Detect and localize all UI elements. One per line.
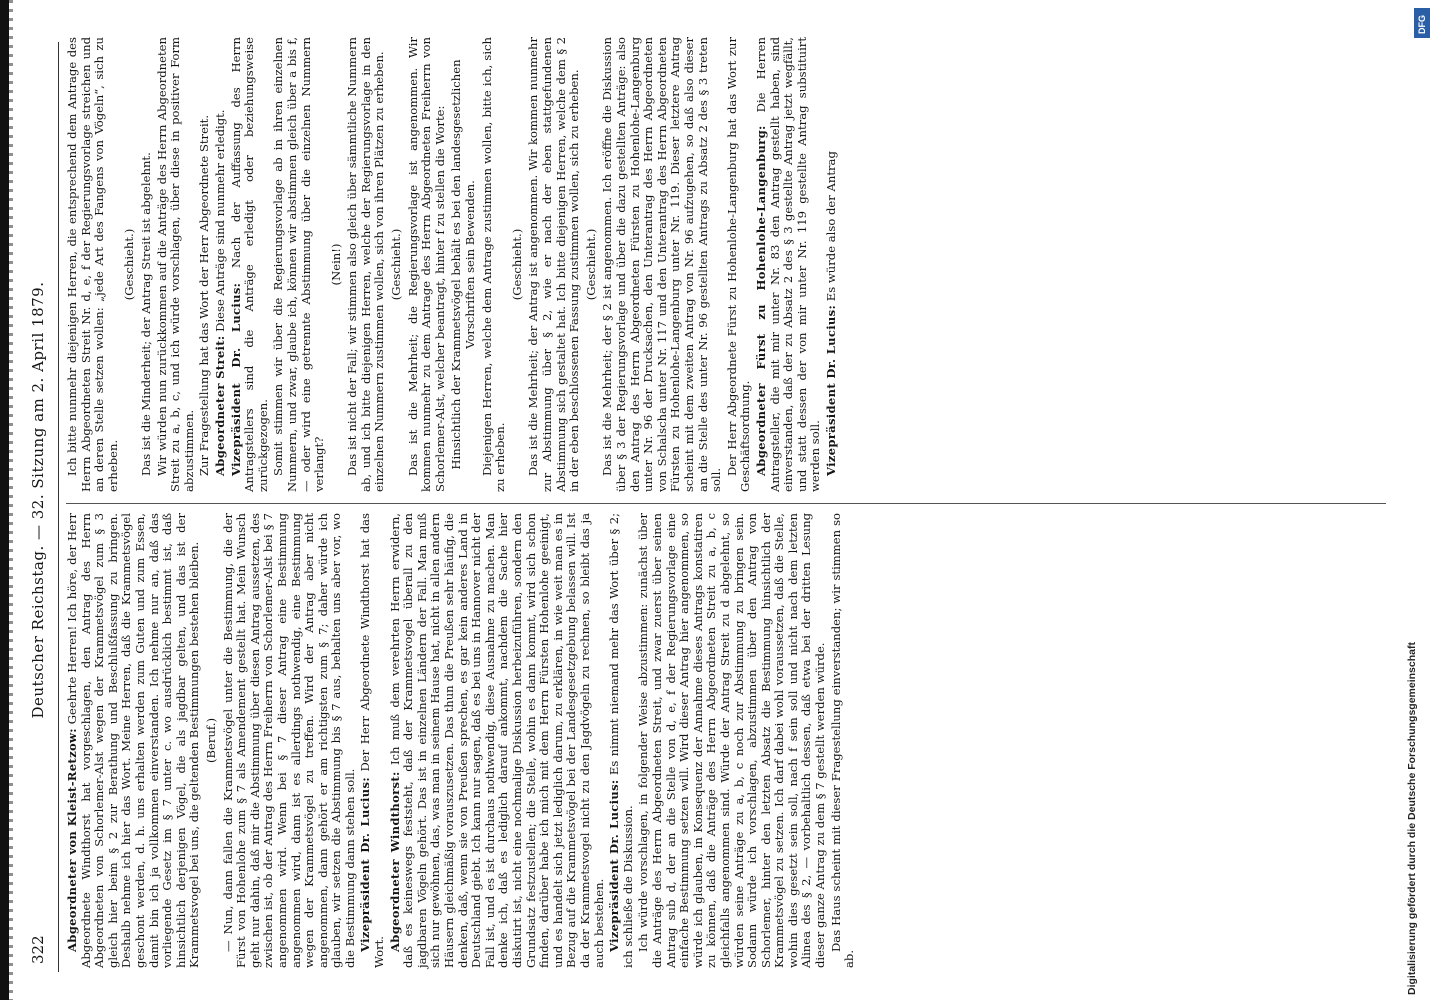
stage-direction: Hinsichtlich der Krammetsvögel behält es bei den landesgesetzlichen Vorschriften sein Bewenden.	[449, 59, 478, 470]
paragraph	[407, 37, 448, 492]
scan-border-noise	[9, 0, 13, 1000]
paragraph	[198, 37, 212, 492]
paragraph-text: Das ist die Minderheit; der Antrag Streit ist abgelehnt.	[138, 152, 153, 476]
paragraph-text: Ich bitte nunmehr diejenigen Herren, die entsprechend dem Antrage des Herrn Abgeordneten Streit Nr. d, e, f der Regierungsvorlage streichen und an deren Stelle setzen wollen: „jede Art des Fangens von Vögeln“, sich zu erheben.	[65, 37, 120, 492]
scan-border-left	[0, 0, 9, 1000]
paragraph	[156, 37, 197, 492]
stage-direction: (Geschieht.)	[583, 228, 598, 301]
text-column-left	[66, 513, 859, 968]
speaker-name: Vizepräsident Dr. Lucius:	[607, 779, 622, 952]
paragraph	[272, 37, 326, 492]
paragraph-text: Diese Anträge sind nunmehr erledigt.	[212, 109, 227, 336]
rotated-document-page	[20, 0, 1400, 1000]
paragraph-text: Nach der Auffassung des Herrn Antragstellers sind die Anträge erledigt oder beziehungsweise zurückgezogen.	[228, 37, 270, 492]
paragraph-text: — Nun, dann fallen die Krammetsvögel unter die Bestimmung, die der Fürst von Hohenlohe zum § 7 als Amendement gestellt hat. Mein Wunsch geht nur dahin, daß mir die Abstimmung über diesen Antrag aussetzen, des zwischen ist, ob der Antrag des Herrn Freiherrn von Schorlemer-Alst bei § 7 angenommen wird. Wenn bei § 7 dieser Antrag eine Bestimmung angenommen wird, dann ist es allerdings nothwendig, eine Bestimmung wegen der Krammetsvögel zu treffen. Wird der Antrag aber nicht angenommen, dann gehört er am richtigsten zum § 7; daher würde ich glauben, wir setzen die Abstimmung bis § 7 aus, behalten uns aber vor, wo die Bestimmung dann stehen soll.	[220, 513, 357, 968]
column-divider	[66, 503, 1386, 504]
speaker-name: Vizepräsident Dr. Lucius:	[228, 282, 243, 476]
paragraph-text: Die Herren Antragsteller, die mit mir unter Nr. 83 den Antrag gestellt haben, sind einverstanden, daß der zu Absatz 2 des § 3 gestellte Antrag jetzt wegfällt, und statt dessen der von mir unter Nr. 119 gestellte Antrag substituirt werden soll.	[753, 36, 823, 492]
running-head: Deutscher Reichstag. — 32. Sitzung am 2. April 1879.	[29, 281, 47, 719]
paragraph-text: Der Herr Abgeordnete Fürst zu Hohenlohe-Langenburg hat das Wort zur Geschäftsordnung.	[724, 37, 753, 492]
stage-direction: (Beruf.)	[203, 718, 218, 763]
paragraph-text: Es würde also der Antrag	[823, 151, 838, 305]
speaker-name: Abgeordneter Streit:	[212, 335, 227, 476]
paragraph	[601, 37, 723, 492]
dfg-logo-text: DFG	[1417, 15, 1427, 34]
paragraph-text: Wir würden nun zurückkommen auf die Anträge des Herrn Abgeordneten Streit zu a, b, c, und ich würde vorschlagen, über diese in positiver Form abzustimmen.	[154, 37, 196, 492]
paragraph-text: Das ist nicht der Fall; wir stimmen also gleich über sämmtliche Nummern ab, und ich bitte diejenigen Herren, welche der Regierungsvorlage in den einzelnen Nummern zustimmen wollen, sich von ihren Plätzen zu erheben.	[345, 37, 387, 492]
paragraph	[481, 37, 508, 492]
paragraph-text: Das Haus scheint mit dieser Fragestellung einverstanden; wir stimmen so ab.	[828, 513, 857, 968]
stage-direction: (Geschieht.)	[122, 228, 137, 301]
paragraph	[608, 513, 635, 968]
paragraph-text: Der Herr Abgeordnete Windthorst hat das Wort.	[358, 512, 387, 968]
paragraph-text: Ich würde vorschlagen, in folgender Weise abzustimmen: zunächst über die Anträge des Herrn Abgeordneten Streit, und zwar zuerst über seinen Antrag sub d, der an die Stelle von d, e, f der Regierungsvorlage eine einfache Bestimmung setzen will. Wird dieser Antrag hier angenommen, so würde ich glauben, in Konsequenz der Annahme dieses Antrags konstatiren zu können, daß die Anträge des Herrn Abgeordneten Streit zu a, b, c gleichfalls angenommen sind. Würde der Antrag Streit zu d abgelehnt, so würden seine Anträge zu a, b, c noch zur Abstimmung zu bringen sein. Sodann würde ich vorschlagen, abzustimmen über den Antrag von Schorlemer, hinter den letzten Absatz die Bestimmung hinsichtlich der Krammetsvögel zu setzen. Ich darf dabei wohl voraussetzen, daß die Stelle, wohin dies gesetzt sein soll, nach f sein soll und nicht nach dem letzten Alinea des § 2, — vorbehaltlich dessen, daß etwa bei der dritten Lesung dieser ganze Antrag zu dem § 7 gestellt werden würde.	[636, 513, 828, 968]
paragraph	[66, 513, 202, 968]
paragraph-text: Ich muß dem verehrten Herrn erwidern, daß es keineswegs feststeht, daß der Krammetsvogel überall zu den jagdbaren Vögeln gehört. Das ist in einzelnen Ländern der Fall. Man muß sich nur gewöhnen, das, was man in seinem Hause hat, nicht in allen andern Häusern gleichmäßig vorauszusetzen. Das thun die Preußen sehr häufig, die denken, daß, wenn sie von Preußen sprechen, es gar kein anderes Land in Deutschland giebt. Ich kann nur sagen, daß es bei uns in Hannover nicht der Fall ist, und es ist durchaus nothwendig, diese Ausnahme zu machen. Man denke ich, daß es lediglich darauf ankommt, nachdem die Sache hier diskutirt ist, nicht eine nochmalige Diskussion herbeizuführen, sondern den Grundsatz festzustellen; die Stelle, wohin es dann kommt, wird sich schon finden, darüber habe ich mich mit dem Herrn Fürsten Hohenlohe geeinigt, und es handelt sich jetzt lediglich darum, zu erklären, in wie weit man es in Bezug auf die Krammetsvögel bei der Landesgesetzgebung belassen will. Ist da der Krammetsvogel nicht zu den Jagdvögeln zu rechnen, so bleibt das ja auch bestehen.	[387, 513, 606, 968]
paragraph-text: Zur Fragestellung hat das Wort der Herr Abgeordnete Streit.	[197, 114, 212, 476]
paragraph-text: Somit stimmen wir über die Regierungsvorlage ab in ihren einzelnen Nummern, und zwar, glaube ich, können wir abstimmen gleich über a bis f, — oder wird eine getrennte Abstimmung über die einzelnen Nummern verlangt?	[271, 37, 327, 492]
digitization-sidebar	[1392, 0, 1432, 1000]
paragraph	[140, 37, 154, 492]
paragraph-text: Das ist die Mehrheit; die Regierungsvorlage ist angenommen. Wir kommen nunmehr zu dem Antrage des Herrn Abgeordneten Freiherrn von Schorlemer-Alst, welcher beantragt, hinter f zu stellen die Worte:	[405, 37, 447, 492]
paragraph	[389, 513, 607, 968]
header-rule	[58, 42, 59, 972]
paragraph	[230, 37, 271, 492]
page-header	[20, 0, 56, 1000]
paragraph	[830, 513, 857, 968]
paragraph	[346, 37, 387, 492]
paragraph	[527, 37, 581, 492]
speaker-name: Vizepräsident Dr. Lucius:	[358, 777, 373, 952]
paragraph-text: Das ist die Mehrheit; der § 2 ist angenommen. Ich eröffne die Diskussion über § 3 der Regierungsvorlage und über die dazu gestellten Anträge: also den Antrag des Herrn Abgeordneten Fürsten zu Hohenlohe-Langenburg unter Nr. 96 der Drucksachen, den Unterantrag des Herrn Abgeordneten von Schalscha unter Nr. 117 und den Unterantrag des Herrn Abgeordneten Fürsten zu Hohenlohe-Langenburg unter Nr. 119. Dieser letztere Antrag scheint mit dem zweiten Antrag von Nr. 96 aufzugehen, so daß also dieser an die Stelle des unter Nr. 96 gestellten Antrags zu Absatz 2 des § 3 treten soll.	[600, 37, 724, 492]
stage-direction: (Geschieht.)	[509, 228, 524, 301]
paragraph	[726, 37, 753, 492]
stage-direction: (Nein!)	[328, 243, 343, 286]
paragraph	[214, 37, 228, 492]
paragraph	[359, 513, 386, 968]
paragraph	[825, 37, 839, 492]
digitization-credit: Digitalisierung gefördert durch die Deutsche Forschungsgemeinschaft	[1406, 642, 1418, 995]
page-number: 322	[29, 935, 47, 964]
paragraph-text: Es nimmt niemand mehr das Wort über § 2; ich schließe die Diskussion.	[607, 513, 635, 968]
text-column-right	[66, 37, 840, 492]
stage-direction: (Geschieht.)	[389, 228, 404, 301]
paragraph	[66, 37, 120, 492]
paragraph-text: Diejenigen Herren, welche dem Antrage zustimmen wollen, bitte ich, sich zu erheben.	[479, 37, 508, 492]
speaker-name: Abgeordneter Fürst zu Hohenlohe-Langenburg:	[753, 125, 768, 476]
dfg-logo-icon	[1414, 8, 1430, 38]
speaker-name: Vizepräsident Dr. Lucius:	[823, 304, 838, 476]
paragraph-text: Das ist die Mehrheit; der Antrag ist angenommen. Wir kommen nunmehr zur Abstimmung über § 2, wie er nach der eben stattgefundenen Abstimmung sich gestaltet hat. Ich bitte diejenigen Herren, welche dem § 2 in der eben beschlossenen Fassung zustimmen wollen, sich zu erheben.	[526, 37, 582, 492]
paragraph-text: Geehrte Herren! Ich höre, der Herr Abgeordnete Windthorst hat vorgeschlagen, den Antrag des Herrn Abgeordneten von Schorlemer-Alst wegen der Krammetsvögel zum § 3 gleich hier beim § 2 zur Berathung und Beschlußfassung zu bringen. Deshalb nehme ich hier das Wort. Meine Herren, daß die Krammetsvögel geschont werden, d. h. uns erhalten werden zum Guten und zum Essen, damit bin ich ja vollkommen einverstanden. Ich nehme nur an, daß das vorliegende Gesetz im § 7 unter c. wo ausdrücklich bestimmt ist, daß hinsichtlich derjenigen Vögel, die als jagdbar gelten, und das ist der Krammetsvogel bei uns, die geltenden Bestimmungen bestehen bleiben.	[65, 513, 202, 968]
speaker-name: Abgeordneter Windthorst:	[387, 771, 402, 952]
paragraph	[755, 37, 823, 492]
paragraph	[637, 513, 827, 968]
speaker-name: Abgeordneter von Kleist-Retzow:	[65, 728, 79, 952]
paragraph	[222, 513, 358, 968]
